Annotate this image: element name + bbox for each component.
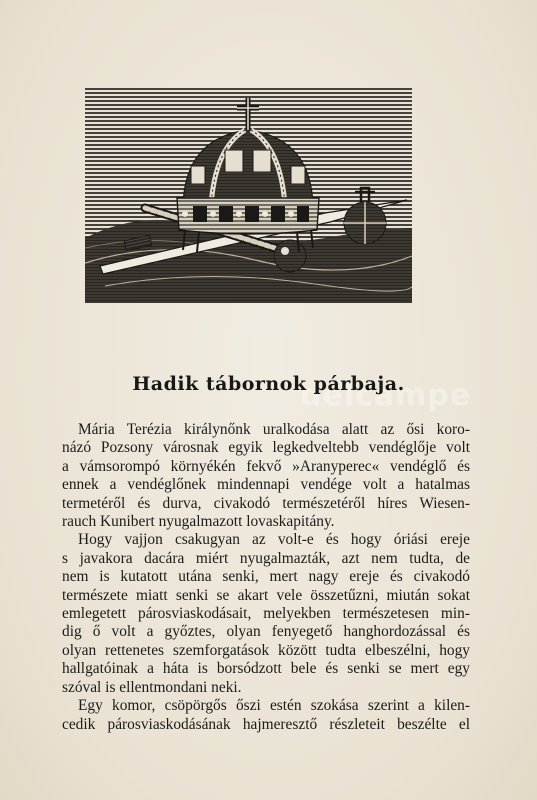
- holy-crown-engraving: [85, 88, 412, 303]
- text-line: s javakora dacára miért nyugalmazták, azt nem tudta, de: [62, 549, 470, 567]
- text-line: Hogy vajjon csakugyan az volt-e és hogy óriási ereje: [78, 531, 470, 549]
- text-line: Egy komor, csöpörgős őszi estén szokása szerint a kilen-: [78, 697, 470, 715]
- text-line: cedik párosviaskodásának hajmeresztő részleteit beszélte el: [62, 715, 470, 733]
- text-line: emlegetett párosviaskodásait, melyekben természetesen min-: [62, 605, 470, 623]
- text-line: a vámsorompó környékén fekvő »Aranyperec« vendéglő és: [62, 457, 470, 475]
- chapter-title: Hadik tábornok párbaja.: [132, 373, 405, 395]
- text-line: olyan rettenetes szemforgatások között tudta elbeszélni, hogy: [62, 641, 470, 659]
- text-line: termetéről és durva, civakodó természetéről híres Wiesen-: [62, 494, 470, 512]
- text-line: nem is kutatott utána senki, mert nagy ereje és civakodó: [62, 568, 470, 586]
- text-line: szóval is ellentmondani neki.: [62, 678, 242, 696]
- text-line: názó Pozsony városnak egyik legkedveltebb vendéglője volt: [62, 439, 470, 457]
- watermark: delcampe: [300, 378, 472, 413]
- text-line: Mária Terézia királynőnk uralkodása alatt az ősi koro-: [78, 421, 470, 438]
- body-text: [62, 421, 470, 734]
- text-line: hallgatóinak a háta is borsódzott bele és senki se mert egy: [62, 660, 470, 678]
- text-line: rauch Kunibert nyugalmazott lovaskapitány.: [62, 513, 335, 531]
- text-line: ennek a vendéglőnek mindennapi vendége volt a hatalmas: [62, 476, 470, 494]
- text-line: dig ő volt a győztes, olyan fenyegető hanghordozással és: [62, 623, 470, 641]
- text-line: természete miatt senki se akart vele összetűzni, miután sokat: [62, 586, 470, 604]
